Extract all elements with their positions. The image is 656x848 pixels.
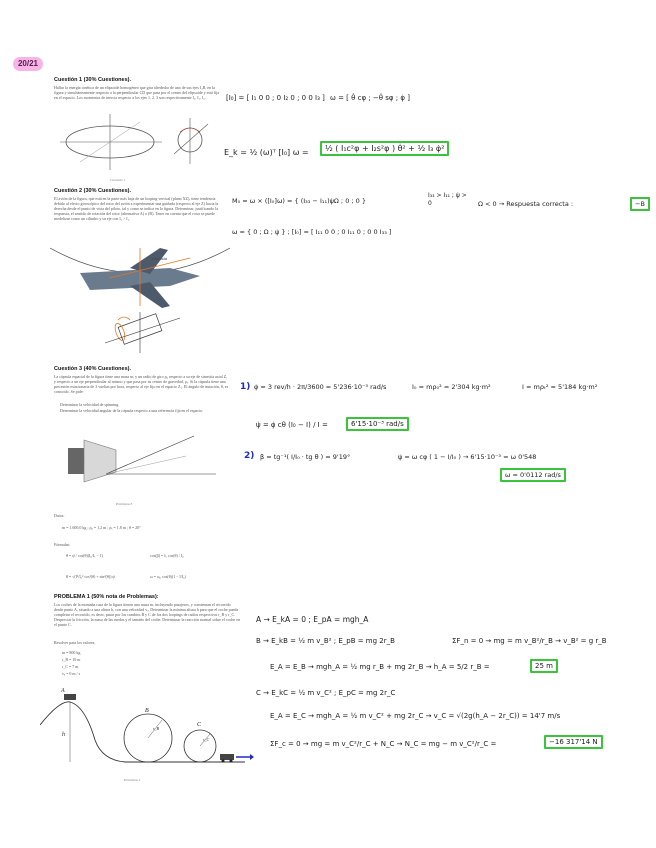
q2-hw-line2: ω = { 0 ; Ω ; ψ̇ } ; [I₀] = [ I₁₁ 0 0 ; 0 I₁₁ 0 ; 0 0 I₃₃ ] xyxy=(232,228,392,236)
q1-hw-energy-result: ½ ( I₁c²φ + I₂s²φ ) θ̇² + ½ I₃ φ̇² xyxy=(320,141,449,156)
q3-item-2: Determinar la velocidad angular de la cápsula respecto a una referencia fija en el espacio. xyxy=(60,408,204,413)
q3-hw2-result: ω = 0'0112 rad/s xyxy=(500,468,566,482)
q3-hw1-psi: ψ̇ = φ̇ cθ (I₀ − I) / I = xyxy=(256,421,328,429)
p1-hw-a: A → E_kA = 0 ; E_pA = mgh_A xyxy=(256,615,369,624)
q2-hw-line1: M₀ = ω × ([I₀]ω) = { (I₃₃ − I₁₁)ψ̇Ω ; 0 ; 0 } xyxy=(232,197,366,205)
q3-hw2-num: 2) xyxy=(244,451,255,461)
p1-hw-b2: ΣF_n = 0 → mg = m v_B²/r_B → v_B² = g r_B xyxy=(452,637,607,645)
page-tag: 20/21 xyxy=(13,57,43,71)
q3-hw2-beta: β = tg⁻¹( I/I₀ · tg θ ) = 9'19° xyxy=(260,453,351,461)
p1-label-A: A xyxy=(61,688,65,694)
p1-value-m: m = 800 kg xyxy=(62,650,81,655)
p1-title: PROBLEMA 1 (50% nota de Problemas): xyxy=(54,594,159,600)
q3-capsule-figure xyxy=(66,426,216,496)
q3-hw1-I0: I₀ = mρ₀² = 2'304 kg·m² xyxy=(412,383,491,391)
p1-hw-N: −16 317'14 N xyxy=(544,735,603,749)
q3-formula-b: cos(β) = Iₜ cos(θ) / I₀ xyxy=(150,553,184,558)
q1-hw-omega: ω = [ θ̇ cφ ; −θ̇ sφ ; φ̇ ] xyxy=(330,94,410,102)
q2-text: El avión de la figura, que está en la parte más baja de un looping vertical (plano XZ), tiene tendencia debido al efecto giroscópico del rotor del avión a experimentar una guiñada (respecto al eje Z) hacia la derecha desde el punto de vista del piloto, tal y como se indica en la figura. Determinar, justificando la respuesta, el sentido de rotación del rotor (alternativa A) o (B). Tener en cuenta que el rotor se puede modelizar como un cilindro y su eje con I₃ > I₁. xyxy=(54,196,219,221)
p1-value-vA: vₐ = 0 m / s xyxy=(62,671,81,676)
q1-hw-energy: E_k = ½ (ω)ᵀ [I₀] ω = xyxy=(224,148,309,157)
q3-formula-c: θ̇ = √(I²/I₀² cos²(θ) + sin²(θ)) ψ̇ xyxy=(66,574,115,579)
q3-formula-d: ω = ω₀ cos(θ)(1 − I/I₀) xyxy=(150,574,186,579)
q3-formula-a: θ̇ = ψ̇ / cos(θ)(I₀/Iₜ − 1) xyxy=(66,553,103,558)
q3-data-label: Datos: xyxy=(54,513,65,518)
q3-data: m = 1.600,0 kg ; ρ₀ = 1,2 m ; ρₜ = 1,8 m ; θ = 20° xyxy=(62,525,141,530)
q3-title: Cuestión 3 (40% Cuestiones). xyxy=(54,366,132,372)
q2-hw-arrow2: Ω < 0 → Respuesta correcta : xyxy=(478,200,574,208)
p1-caption: Problema 1 xyxy=(124,778,141,782)
q3-hw1-phi: φ̇ = 3 rev/h · 2π/3600 = 5'236·10⁻³ rad/s xyxy=(254,383,387,391)
p1-value-rC: r_C = 7 m xyxy=(62,664,79,669)
q3-formulas-label: Fórmulas: xyxy=(54,542,71,547)
q3-hw1-num: 1) xyxy=(240,382,251,392)
q3-caption: Problema 3 xyxy=(116,502,133,506)
q2-hw-answer: −B xyxy=(630,197,650,211)
p1-label-rB: r_B xyxy=(153,726,159,731)
p1-text: Los coches de la montaña rusa de la figura tienen una masa m, incluyendo pasajeros, y comienzan el recorrido desde punto A, situado a una altura h, con una velocidad vₐ. Determinar la mínima altura h para que el coche pueda completar el recorrido, es decir, pasar por los cambios B y C de los dos loopings de radios respectivos r_B y r_C. Despreciar la fricción, la masa de las ruedas y el tamaño del coche. Determinar la reacción normal sobre el coche en el punto C. xyxy=(54,602,240,627)
q2-airplane-figure xyxy=(50,228,230,358)
q1-text: Hallar la energía cinética de un elipsoide homogéneo que gira alrededor de uno de sus ejes I₃B, en la figura y simultáneamente respecto a la perpendicular CD que pasa por el centro del elipsoide y está fija en el espacio. Los momentos de inercia respecto a los ejes 1, 2, 3 son respectivamente I₁, I₂, I₃. xyxy=(54,85,220,100)
q3-hw1-result: 6'15·10⁻³ rad/s xyxy=(346,417,409,431)
q1-ellipsoid-figure xyxy=(50,110,220,180)
p1-hw-c3: ΣF_c = 0 → mg = m v_C²/r_C + N_C → N_C = mg − m v_C²/r_C = xyxy=(270,740,497,748)
p1-label-C: C xyxy=(197,722,202,728)
p1-value-rB: r_B = 10 m xyxy=(62,657,81,662)
q3-item-1: Determinar la velocidad de spinning. xyxy=(60,402,120,407)
p1-hw-eq: E_A = E_B → mgh_A = ½ mg r_B + mg 2r_B → h_A = 5/2 r_B = xyxy=(270,663,490,671)
p1-hw-c1: C → E_kC = ½ m v_C² ; E_pC = mg 2r_C xyxy=(256,689,396,697)
q3-hw1-I: I = mρₜ² = 5'184 kg·m² xyxy=(522,383,598,391)
p1-label-rC: r_C xyxy=(203,737,210,742)
q2-hw-arrow1: I₃₃ > I₁₁ ; ψ̇ > 0 xyxy=(428,192,467,207)
p1-hw-c2: E_A = E_C → mgh_A = ½ m v_C² + mg 2r_C → v_C = √(2g(h_A − 2r_C)) = 14'7 m/s xyxy=(270,712,561,720)
q1-caption: Cuestión 1 xyxy=(110,178,126,182)
p1-hw-b1: B → E_kB = ½ m v_B² ; E_pB = mg 2r_B xyxy=(256,637,395,645)
p1-rollercoaster-figure xyxy=(40,680,255,775)
p1-values-label: Resolver para los valores, xyxy=(54,640,96,645)
q1-title: Cuestión 1 (30% Cuestiones). xyxy=(54,77,132,83)
q3-hw2-psi: ψ̇ = ω cφ ( 1 − I/I₀ ) → 6'15·10⁻³ = ω 0'548 xyxy=(398,453,537,461)
q2-title: Cuestión 2 (30% Cuestiones). xyxy=(54,188,132,194)
p1-hw-h: 25 m xyxy=(530,659,558,673)
q1-hw-inertia: [I₀] = [ I₁ 0 0 ; 0 I₂ 0 ; 0 0 I₃ ] xyxy=(226,94,325,102)
p1-label-B: B xyxy=(145,708,149,714)
q3-text: La cápsula espacial de la figura tiene una masa m, y un radio de giro ρ₀ respecto a su eje de simetría axial Z, y respecto a un eje perpendicular al mismo y que pasa por su centro de gravedad, ρₜ. Si la cápsula tiene una precesión estacionaria de 3 vueltas por hora, respecto al eje fijo en el espacio Z₁. El ángulo de nutación, θ, es conocido. Se pide: xyxy=(54,374,229,394)
p1-label-h: h xyxy=(62,732,65,738)
q2-fig-label: Guiñada xyxy=(152,256,168,261)
